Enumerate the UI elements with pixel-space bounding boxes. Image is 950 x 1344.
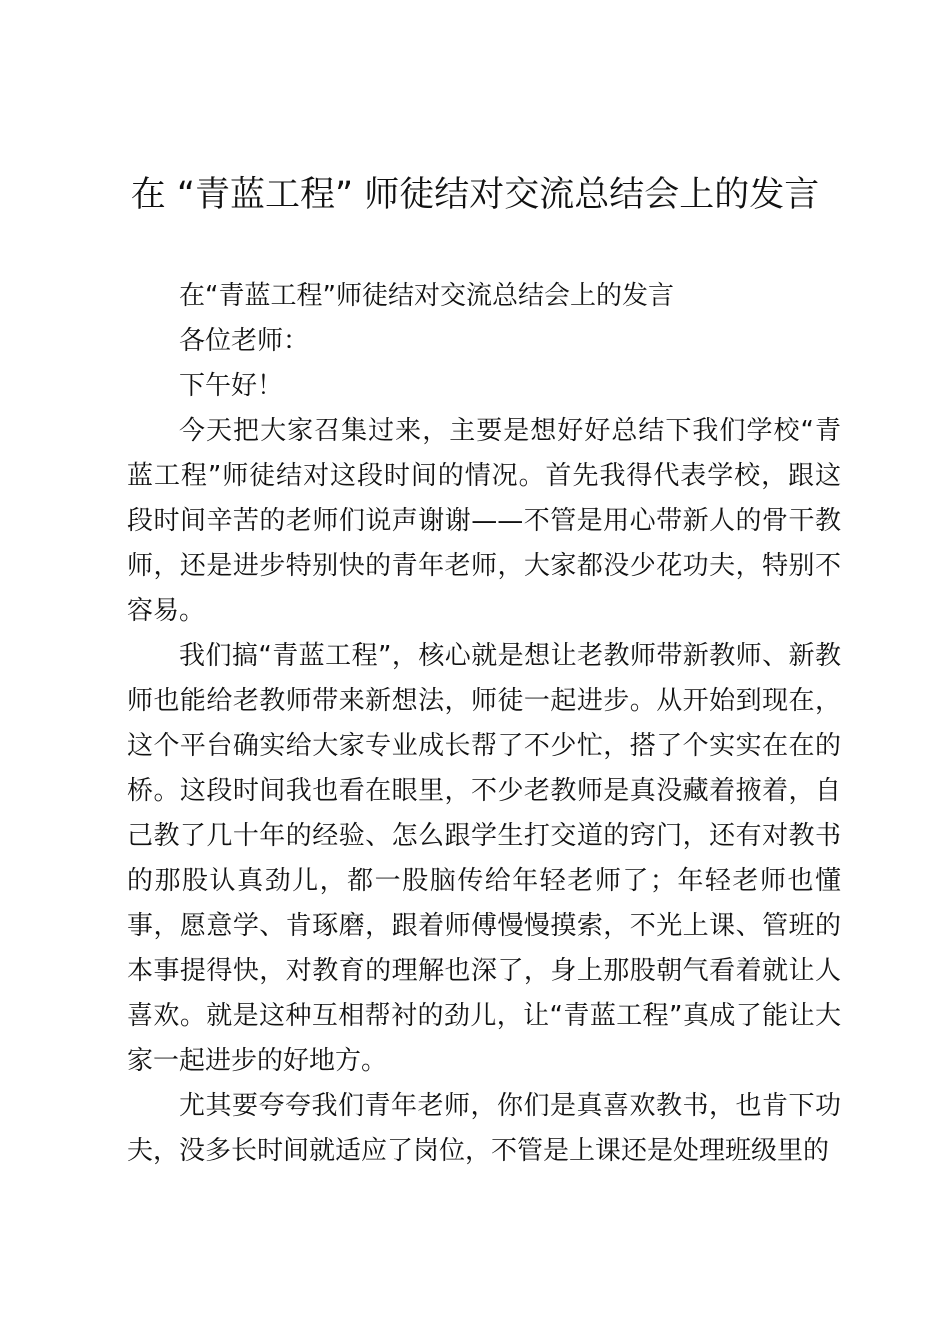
document-title: 在 “青蓝工程” 师徒结对交流总结会上的发言 (130, 175, 820, 215)
paragraph-young-teachers: 尤其要夸夸我们青年老师，你们是真喜欢教书，也肯下功夫，没多长时间就适应了岗位，不管是上课还是处理班级里的 (127, 1091, 841, 1166)
document-body (127, 274, 841, 1174)
paragraph-main: 我们搞“青蓝工程”，核心就是想让老教师带新教师、新教师也能给老教师带来新想法，师徒一起进步。从开始到现在，这个平台确实给大家专业成长帮了不少忙，搭了个实实在在的桥。这段时间我也看在眼里，不少老教师是真没藏着掖着，自己教了几十年的经验、怎么跟学生打交道的窍门，还有对教书的那股认真劲儿，都一股脑传给年轻老师了；年轻老师也懂事，愿意学、肯琢磨，跟着师傅慢慢摸索，不光上课、管班的本事提得快，对教育的理解也深了，身上那股朝气看着就让人喜欢。就是这种互相帮衬的劲儿，让“青蓝工程”真成了能让大家一起进步的好地方。 (127, 641, 841, 1076)
paragraph-greeting: 下午好！ (179, 371, 284, 401)
paragraph-salutation: 各位老师： (179, 326, 310, 356)
paragraph-subtitle: 在“青蓝工程”师徒结对交流总结会上的发言 (179, 281, 674, 311)
paragraph-intro: 今天把大家召集过来，主要是想好好总结下我们学校“青蓝工程”师徒结对这段时间的情况。首先我得代表学校，跟这段时间辛苦的老师们说声谢谢——不管是用心带新人的骨干教师，还是进步特别快的青年老师，大家都没少花功夫，特别不容易。 (127, 416, 841, 626)
